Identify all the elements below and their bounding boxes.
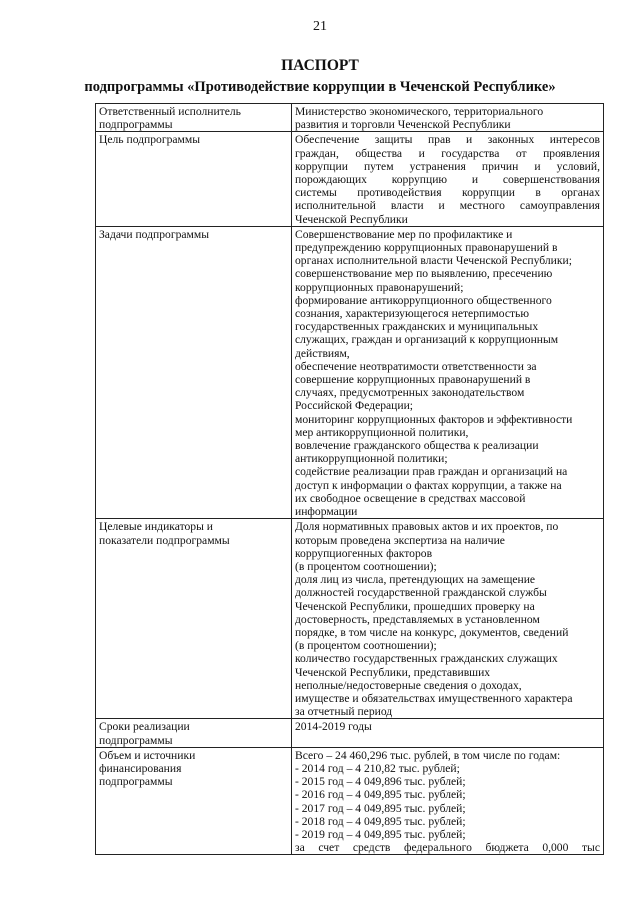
document-title: ПАСПОРТ (281, 57, 359, 74)
row-value-line: служащих, граждан и организаций к коррупционным (295, 333, 559, 347)
row-value-line: доля лиц из числа, претендующих на замещение (295, 573, 536, 587)
row-value-line: Российской Федерации; (295, 399, 414, 413)
row-label (96, 132, 292, 226)
row-value-line: развития и торговли Чеченской Республики (295, 118, 511, 132)
row-value-line: за отчетный период (295, 705, 393, 719)
row-value-line: (в процентом соотношении); (295, 559, 437, 573)
row-label (96, 747, 292, 855)
row-value-line: формирование антикоррупционного общественного (295, 293, 552, 307)
row-label-line: Сроки реализации (99, 720, 190, 734)
row-value-line: количество государственных гражданских служащих (295, 652, 558, 666)
row-value-line: - 2014 год – 4 210,82 тыс. рублей; (295, 761, 460, 775)
row-value-line: граждан, общества и государства от проявления (295, 146, 600, 160)
passport-row (96, 104, 604, 132)
row-value-line: (в процентом соотношении); (295, 639, 437, 653)
row-value-line: коррупциогенных факторов (295, 546, 433, 560)
passport-row (96, 519, 604, 719)
row-value-line: Чеченской Республики, представивших (295, 665, 491, 679)
row-value (292, 747, 604, 855)
row-value-line: Чеченской Республики (295, 212, 408, 226)
row-value-line: случаях, предусмотренных законодательством (295, 386, 525, 400)
row-label (96, 226, 292, 518)
row-label-line: Целевые индикаторы и (99, 520, 213, 534)
row-value-line: их свободное освещение в средствах массовой (295, 491, 526, 505)
row-value (292, 519, 604, 719)
row-value-line: антикоррупционной политики; (295, 452, 448, 466)
row-value-line: доступ к информации о фактах коррупции, а также на (295, 478, 562, 492)
row-value-line: действиям, (295, 346, 350, 360)
row-value-line: государственных гражданских и муниципальных (295, 320, 539, 334)
passport-row (96, 719, 604, 747)
row-value-line: достоверность, представляемых в установленном (295, 612, 540, 626)
row-value-line: органах исполнительной власти Чеченской Республики; (295, 254, 572, 268)
row-label-line: подпрограммы (99, 118, 173, 132)
row-label-line: показатели подпрограммы (99, 533, 230, 547)
row-value-line: коррупционных правонарушений; (295, 280, 464, 294)
row-value-line: обеспечение неотвратимости ответственности за (295, 359, 537, 373)
row-label-line: Ответственный исполнитель (99, 105, 241, 118)
row-value (292, 226, 604, 518)
row-value-line: Министерство экономического, территориального (295, 105, 544, 118)
row-label-line: финансирования (99, 761, 182, 775)
row-value-line: исполнительной власти и местного самоуправления (295, 199, 600, 213)
row-value-line: Чеченской Республики, прошедших проверку на (295, 599, 535, 613)
row-label-line: Цель подпрограммы (99, 133, 201, 147)
row-value-line: порождающих коррупцию и совершенствования (295, 173, 600, 187)
row-value-line: за счет средств федерального бюджета 0,000 тыс (295, 841, 600, 855)
row-value-line: Доля нормативных правовых актов и их проектов, по (295, 520, 559, 534)
row-value-line: совершение коррупционных правонарушений в (295, 373, 531, 387)
row-value-line: - 2018 год – 4 049,895 тыс. рублей; (295, 814, 466, 828)
row-value (292, 132, 604, 226)
row-value-line: Всего – 24 460,296 тыс. рублей, в том числе по годам: (295, 748, 561, 762)
row-label-line: Задачи подпрограммы (99, 227, 209, 241)
row-value-line: мониторинг коррупционных факторов и эффективности (295, 412, 573, 426)
row-label (96, 519, 292, 719)
row-value-line: вовлечение гражданского общества к реализации (295, 439, 539, 453)
row-value-line: Обеспечение защиты прав и законных интересов (295, 133, 600, 147)
page-number: 21 (313, 19, 327, 34)
row-value-line: Совершенствование мер по профилактике и (295, 227, 513, 241)
row-label-line: подпрограммы (99, 775, 173, 789)
row-value-line: должностей государственной гражданской службы (295, 586, 547, 600)
passport-row (96, 226, 604, 518)
row-label (96, 104, 292, 132)
row-value-line: сознания, характеризующегося нетерпимостью (295, 307, 529, 321)
row-value-line: мер антикоррупционной политики, (295, 425, 469, 439)
row-value-line: 2014-2019 годы (295, 720, 372, 734)
row-value-line: содействие реализации прав граждан и организаций на (295, 465, 568, 479)
row-value-line: - 2017 год – 4 049,895 тыс. рублей; (295, 801, 466, 815)
row-label-line: подпрограммы (99, 733, 173, 747)
row-value-line: которым проведена экспертиза на наличие (295, 533, 505, 547)
row-value-line: системы противодействия коррупции в органах (295, 186, 600, 200)
row-label-line: Объем и источники (99, 748, 196, 762)
passport-row (96, 747, 604, 855)
row-value-line: неполные/недостоверные сведения о доходах, (295, 678, 522, 692)
row-value-line: информации (295, 505, 358, 519)
document-subtitle: подпрограммы «Противодействие коррупции в Чеченской Республике» (84, 79, 556, 95)
row-value-line: порядке, в том числе на конкурс, документов, сведений (295, 625, 569, 639)
passport-row (96, 132, 604, 226)
row-value-line: предупреждению коррупционных правонарушений в (295, 241, 558, 255)
row-value-line: - 2016 год – 4 049,895 тыс. рублей; (295, 788, 466, 802)
row-value-line: совершенствование мер по выявлению, пресечению (295, 267, 553, 281)
row-value-line: коррупции путем устранения причин и условий, (295, 159, 600, 173)
row-value (292, 104, 604, 132)
row-value-line: имуществе и обязательствах имущественного характера (295, 691, 573, 705)
row-value-line: - 2019 год – 4 049,895 тыс. рублей; (295, 827, 466, 841)
row-value (292, 719, 604, 747)
row-value-line: - 2015 год – 4 049,896 тыс. рублей; (295, 775, 466, 789)
passport-table (95, 103, 604, 855)
row-label (96, 719, 292, 747)
